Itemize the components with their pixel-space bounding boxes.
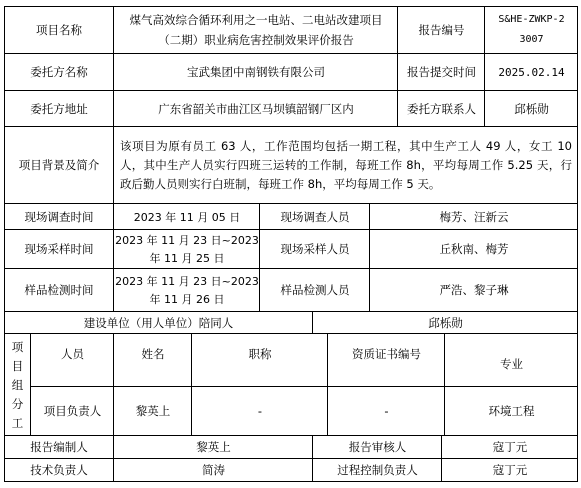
submit-time-value: 2025.02.14 (498, 66, 565, 79)
testing-staff-label: 样品检测人员 (280, 283, 350, 297)
tech-lead-label: 技术负责人 (30, 463, 88, 477)
sampling-staff-label: 现场采样人员 (280, 242, 350, 256)
process-lead-value: 寇丁元 (492, 463, 528, 477)
sampling-staff-value: 丘秋南、梅芳 (439, 242, 509, 256)
col-title-header: 职称 (248, 347, 272, 361)
client-contact-value: 邱栎勋 (514, 101, 549, 116)
reviewer-label: 报告审核人 (348, 440, 407, 454)
escort-label: 建设单位（用人单位）陪同人 (83, 315, 234, 330)
client-contact-label: 委托方联系人 (407, 101, 476, 116)
client-name-value: 宝武集团中南钢铁有限公司 (187, 65, 325, 79)
survey-time-value: 2023 年 11 月 05 日 (133, 210, 241, 224)
col-cert-header: 资质证书编号 (352, 347, 421, 361)
compiler-label: 报告编制人 (30, 440, 88, 454)
testing-time-value: 2023 年 11 月 23 日~2023 年 11 月 26 日 (115, 274, 259, 306)
sampling-time-value: 2023 年 11 月 23 日~2023 年 11 月 25 日 (115, 233, 259, 265)
survey-staff-label: 现场调查人员 (280, 209, 350, 224)
client-address-label: 委托方地址 (30, 101, 88, 116)
process-lead-label: 过程控制负责人 (337, 463, 418, 477)
sampling-time-label: 现场采样时间 (24, 242, 94, 256)
group-label: 项 目 组 分 工 (11, 339, 24, 430)
client-address-value: 广东省韶关市曲江区马坝镇韶钢厂区内 (158, 101, 354, 116)
leader-title: - (257, 404, 263, 418)
tech-lead-value: 简涛 (202, 463, 225, 477)
leader-name: 黎英上 (135, 404, 171, 418)
col-major-header: 专业 (500, 357, 523, 371)
testing-staff-value: 严浩、黎子琳 (439, 283, 509, 297)
testing-time-label: 样品检测时间 (24, 283, 94, 297)
role-leader-label: 项目负责人 (43, 404, 102, 418)
background-label: 项目背景及简介 (18, 158, 100, 172)
survey-staff-value: 梅芳、汪新云 (439, 209, 509, 224)
background-text: 该项目为原有员工 63 人，工作范围均包括一期工程，其中生产工人 49 人，女工 10 人，其中生产人员实行四班三运转的工作制，每班工作 8h，平均每周工作 5.25 天，行政后勤人员则实行白班制，每班工作 8h，平均每周工作 5 天。 (120, 139, 572, 191)
report-no-value: S&HE-ZWKP-2 3007 (498, 14, 565, 45)
client-name-label: 委托方名称 (30, 65, 88, 79)
project-name-value: 煤气高效综合循环利用之一电站、二电站改建项目 （二期）职业病危害控制效果评价报告 (129, 13, 383, 47)
col-person-header: 人员 (61, 347, 84, 361)
col-name-header: 姓名 (141, 347, 165, 361)
submit-time-label: 报告提交时间 (407, 65, 476, 79)
report-no-label: 报告编号 (418, 22, 465, 37)
leader-cert: - (384, 404, 389, 418)
leader-major: 环境工程 (488, 404, 535, 418)
project-name-label: 项目名称 (36, 22, 82, 37)
escort-value: 邱栎勋 (428, 315, 463, 330)
survey-time-label: 现场调查时间 (24, 209, 94, 224)
reviewer-value: 寇丁元 (492, 440, 528, 454)
compiler-value: 黎英上 (196, 440, 231, 454)
